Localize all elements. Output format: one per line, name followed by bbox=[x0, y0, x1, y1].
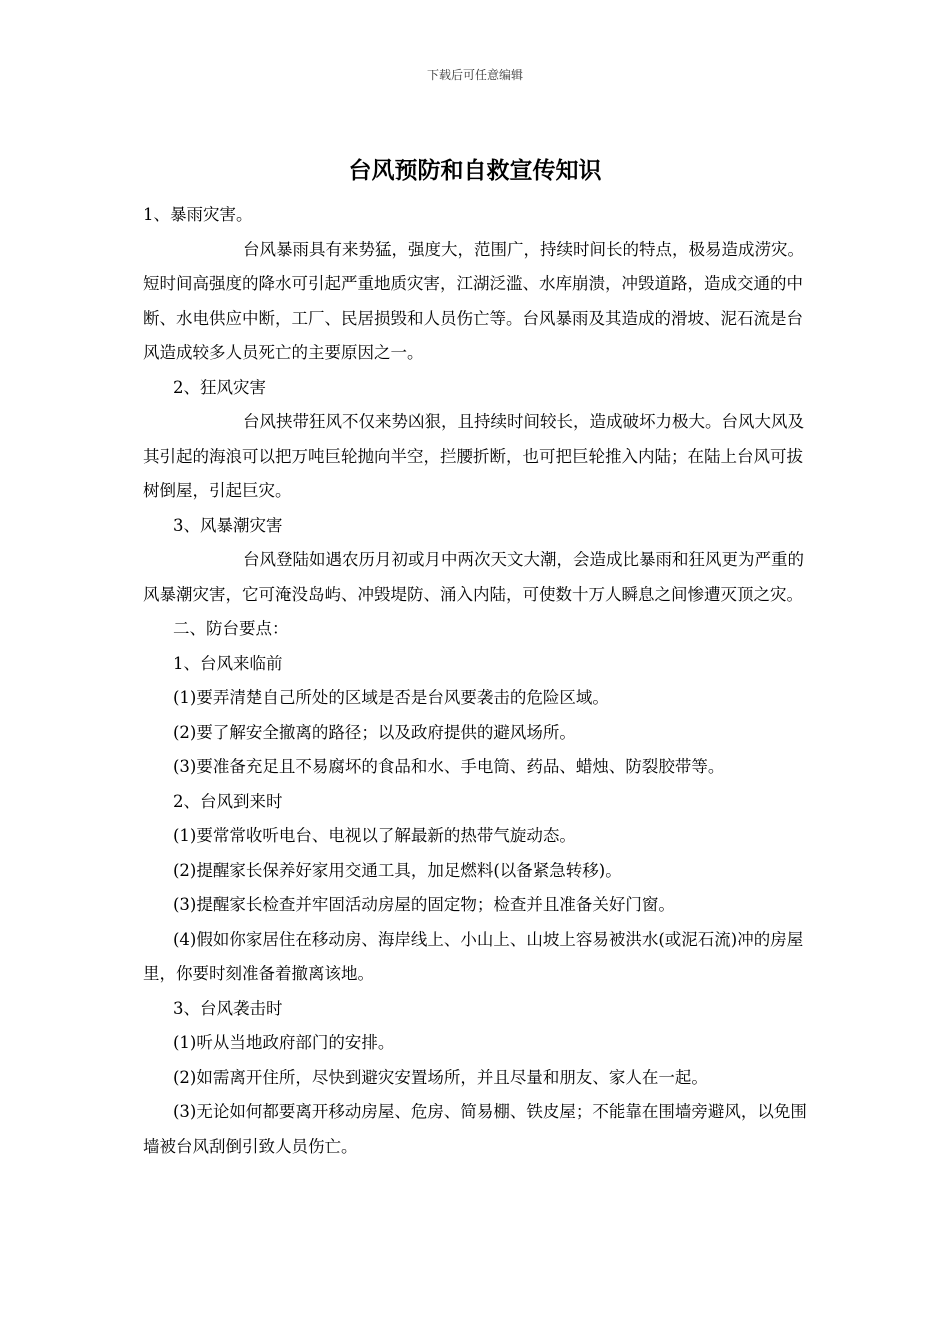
list-item: (2)如需离开住所，尽快到避灾安置场所，并且尽量和朋友、家人在一起。 bbox=[173, 1067, 708, 1087]
section-heading: 1、暴雨灾害。 bbox=[143, 205, 253, 224]
document-body bbox=[143, 198, 813, 1164]
list-item: (1)要常常收听电台、电视以了解最新的热带气旋动态。 bbox=[173, 826, 576, 845]
list-item: (3)无论如何都要离开移动房屋、危房、简易棚、铁皮屋；不能靠在围墙旁避风，以免围墙被台风刮倒引致人员伤亡。 bbox=[143, 1102, 807, 1156]
section-heading: 2、狂风灾害 bbox=[173, 377, 266, 397]
list-item: (1)要弄清楚自己所处的区域是否是台风要袭击的危险区域。 bbox=[173, 688, 609, 707]
subsection-heading: 1、台风来临前 bbox=[173, 653, 283, 673]
paragraph: 台风暴雨具有来势猛，强度大，范围广，持续时间长的特点，极易造成涝灾。短时间高强度的降水可引起严重地质灾害，江湖泛滥、水库崩溃，冲毁道路，造成交通的中断、水电供应中断，工厂、民居损毁和人员伤亡等。台风暴雨及其造成的滑坡、泥石流是台风造成较多人员死亡的主要原因之一。 bbox=[143, 239, 804, 362]
subsection-heading: 2、台风到来时 bbox=[173, 791, 283, 811]
paragraph: 台风登陆如遇农历月初或月中两次天文大潮，会造成比暴雨和狂风更为严重的风暴潮灾害，它可淹没岛屿、冲毁堤防、涌入内陆，可使数十万人瞬息之间惨遭灭顶之灾。 bbox=[143, 550, 804, 604]
list-item: (3)要准备充足且不易腐坏的食品和水、手电筒、药品、蜡烛、防裂胶带等。 bbox=[173, 757, 725, 776]
page-header-note: 下载后可任意编辑 bbox=[426, 68, 523, 82]
section-heading: 3、风暴潮灾害 bbox=[173, 515, 283, 535]
list-item: (3)提醒家长检查并牢固活动房屋的固定物；检查并且准备关好门窗。 bbox=[173, 895, 675, 914]
list-item: (2)提醒家长保养好家用交通工具，加足燃料(以备紧急转移)。 bbox=[173, 860, 622, 880]
subsection-heading: 3、台风袭击时 bbox=[173, 998, 283, 1018]
document-title: 台风预防和自救宣传知识 bbox=[348, 158, 602, 184]
paragraph: 台风挟带狂风不仅来势凶狠，且持续时间较长，造成破坏力极大。台风大风及其引起的海浪可以把万吨巨轮抛向半空，拦腰折断，也可把巨轮推入内陆；在陆上台风可拔树倒屋，引起巨灾。 bbox=[143, 412, 804, 500]
list-item: (1)听从当地政府部门的安排。 bbox=[173, 1033, 395, 1052]
section-heading: 二、防台要点： bbox=[173, 619, 289, 638]
list-item: (4)假如你家居住在移动房、海岸线上、小山上、山坡上容易被洪水(或泥石流)冲的房屋里，你要时刻准备着撤离该地。 bbox=[143, 929, 804, 983]
list-item: (2)要了解安全撤离的路径；以及政府提供的避风场所。 bbox=[173, 722, 576, 742]
